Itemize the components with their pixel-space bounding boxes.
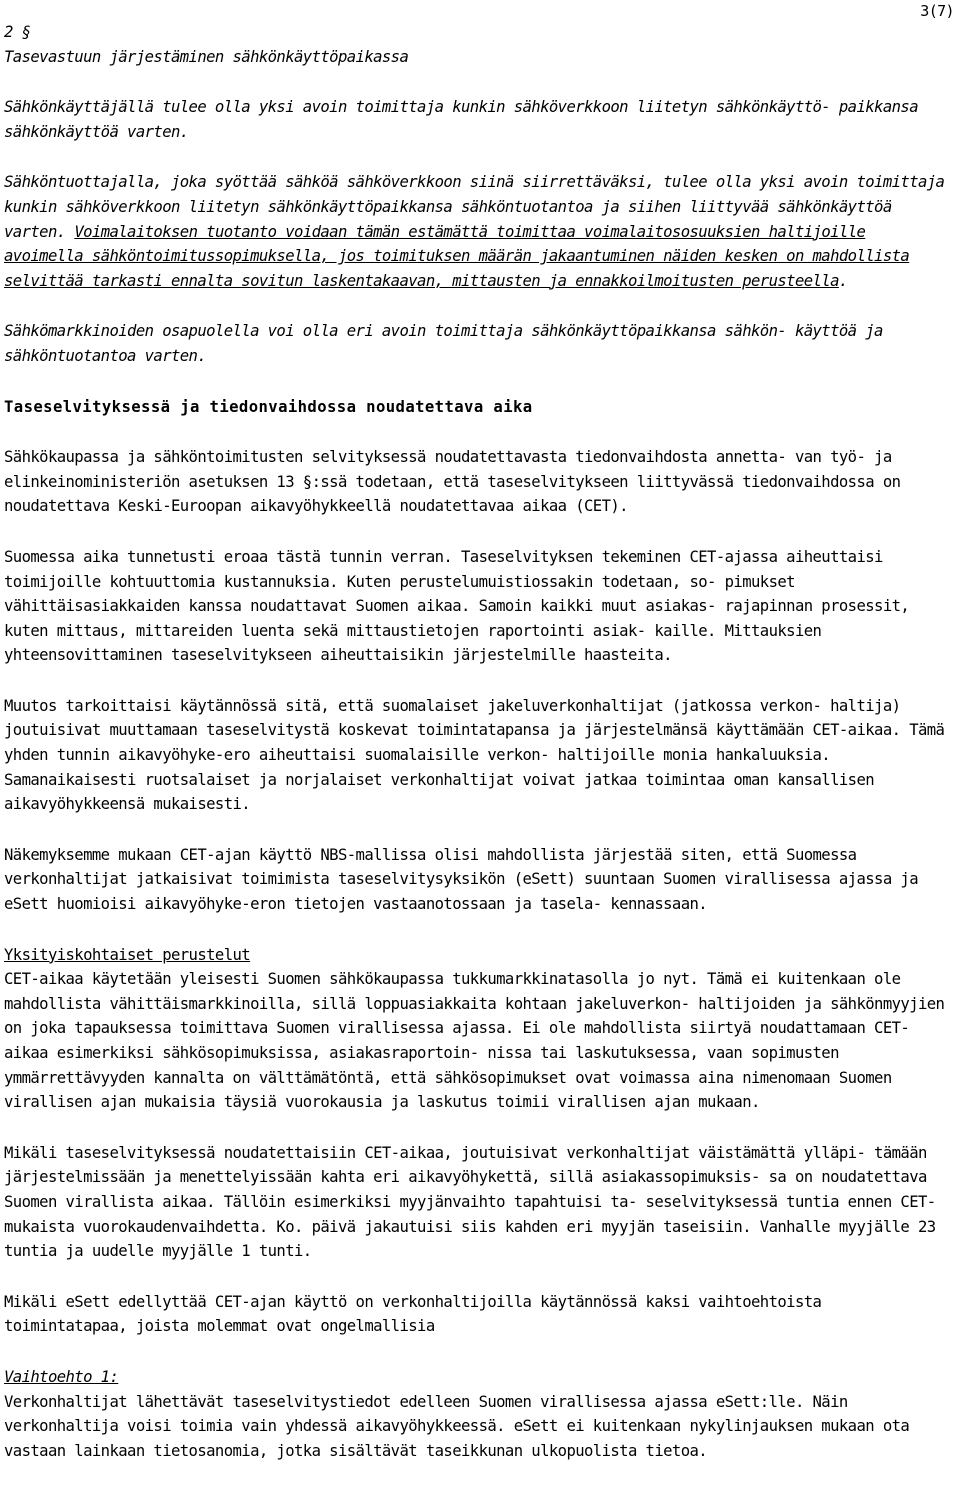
paragraph-6: Muutos tarkoittaisi käytännössä sitä, että suomalaiset jakeluverkonhaltijat (jatkossa verkon- haltija) joutuisivat muuttamaan taseselvitystä koskevat toimintatapansa ja järjestelmänsä käyttämään CET-aikaa. Tämä yhden tunnin aikavyöhyke-ero aiheuttaisi suomalaisille verkon- haltijoille monia hankaluuksia. Samanaikaisesti ruotsalaiset ja norjalaiset verkonhaltijat voivat jatkaa toimintaa oman kansallisen aikavyöhykkeensä mukaisesti. xyxy=(4,696,945,814)
paragraph-4: Sähkökaupassa ja sähköntoimitusten selvityksessä noudatettavasta tiedonvaihdosta annetta- van työ- ja elinkeinoministeriön asetuksen 13 §:ssä todetaan, että taseselvitykseen liittyvässä tiedonvaihdossa on noudatettava Keski-Euroopan aikavyöhykkeellä noudatettavaa aikaa (CET). xyxy=(4,448,901,516)
paragraph-2 xyxy=(4,170,952,293)
option-heading: Vaihtoehto 1: xyxy=(4,1367,119,1386)
subheading-details: Yksityiskohtaiset perustelut xyxy=(4,945,251,964)
paragraph-3: Sähkömarkkinoiden osapuolella voi olla eri avoin toimittaja sähkönkäyttöpaikkansa sähkön- käyttöä ja sähköntuotantoa varten. xyxy=(4,322,883,365)
paragraph-2-end: . xyxy=(838,271,848,290)
paragraph-10: Mikäli eSett edellyttää CET-ajan käyttö on verkonhaltijoilla käytännössä kaksi vaihtoehtoista toimintatapaa, joista molemmat ovat ongelmallisia xyxy=(4,1292,822,1336)
section-title: Tasevastuun järjestäminen sähkönkäyttöpaikassa xyxy=(4,47,409,66)
paragraph-7: Näkemyksemme mukaan CET-ajan käyttö NBS-mallissa olisi mahdollista järjestää siten, että Suomessa verkonhaltijat jatkaisivat toimimista taseselvitysyksikön (eSett) suuntaan Suomen virallisessa ajassa ja eSett huomioisi aikavyöhyke-eron tietojen vastaanotossaan ja tasela- kennassaan. xyxy=(4,845,918,914)
heading-time: Taseselvityksessä ja tiedonvaihdossa noudatettava aika xyxy=(4,397,533,416)
document-body xyxy=(4,20,952,1463)
paragraph-2-text: Sähköntuottajalla, joka syöttää sähköä sähköverkkoon siinä siirrettäväksi, tulee olla yksi avoin toimittaja kunkin sähköverkkoon liitetyn sähkönkäyttöpaikkansa sähköntuotantoa ja siihen liittyvää sähkönkäyttöä varten. xyxy=(4,173,945,241)
paragraph-9: Mikäli taseselvityksessä noudatettaisiin CET-aikaa, joutuisivat verkonhaltijat väistämättä ylläpi- tämään järjestelmissään ja menettelyissään kahta eri aikavyöhykettä, sillä asiakassopimuksis- sa on noudatettava Suomen virallista aikaa. Tällöin esimerkiksi myyjänvaihto tapahtuisi ta- seselvityksessä tuntia ennen CET-mukaista vuorokaudenvaihdetta. Ko. päivä jakautuisi siis kahden eri myyjän taseisiin. Vanhalle myyjälle 23 tuntia ja uudelle myyjälle 1 tunti. xyxy=(4,1143,936,1261)
paragraph-1: Sähkönkäyttäjällä tulee olla yksi avoin toimittaja kunkin sähköverkkoon liitetyn sähkönkäyttö- paikkansa sähkönkäyttöä varten. xyxy=(4,98,918,141)
section-marker: 2 § xyxy=(4,23,31,41)
paragraph-11: Verkonhaltijat lähettävät taseselvitystiedot edelleen Suomen virallisessa ajassa eSett:lle. Näin verkonhaltija voisi toimia vain yhdessä aikavyöhykkeessä. eSett ei kuitenkaan nykylinjauksen mukaan ota vastaan lainkaan tietosanomia, jotka sisältävät taseikkunan ulkopuolista tietoa. xyxy=(4,1392,910,1460)
paragraph-2-underlined: Voimalaitoksen tuotanto voidaan tämän estämättä toimittaa voimalaitososuuksien haltijoille avoimella sähköntoimitussopimuksella, jos toimituksen määrän jakaantuminen näiden kesken on mahdollista selvittää tarkasti ennalta sovitun laskentakaavan, mittausten ja ennakkoilmoitusten perusteella xyxy=(4,222,910,290)
paragraph-5: Suomessa aika tunnetusti eroaa tästä tunnin verran. Taseselvityksen tekeminen CET-ajassa aiheuttaisi toimijoille kohtuuttomia kustannuksia. Kuten perustelumuistiossakin todetaan, so- pimukset vähittäisasiakkaiden kanssa noudattavat Suomen aikaa. Samoin kaikki muut asiakas- rajapinnan prosessit, kuten mittaus, mittareiden luenta sekä mittaustietojen raportointi asiak- kaille. Mittauksien yhteensovittaminen taseselvitykseen aiheuttaisikin järjestelmille haasteita. xyxy=(4,547,910,665)
paragraph-8: CET-aikaa käytetään yleisesti Suomen sähkökaupassa tukkumarkkinatasolla jo nyt. Tämä ei kuitenkaan ole mahdollista vähittäismarkkinoilla, sillä loppuasiakkaita kohtaan jakeluverkon- haltijoiden ja sähkönmyyjien on joka tapauksessa toimittava Suomen virallisessa ajassa. Ei ole mahdollista siirtyä noudattamaan CET-aikaa esimerkiksi sähkösopimuksissa, asiakasraportoin- nissa tai laskutuksessa, vaan sopimusten ymmärrettävyyden kannalta on välttämätöntä, että sähkösopimukset ovat voimassa aina nimenomaan Suomen virallisen ajan mukaisia täysiä vuorokausia ja laskutus toimii virallisen ajan mukaan. xyxy=(4,970,945,1112)
page-number: 3(7) xyxy=(920,2,954,20)
